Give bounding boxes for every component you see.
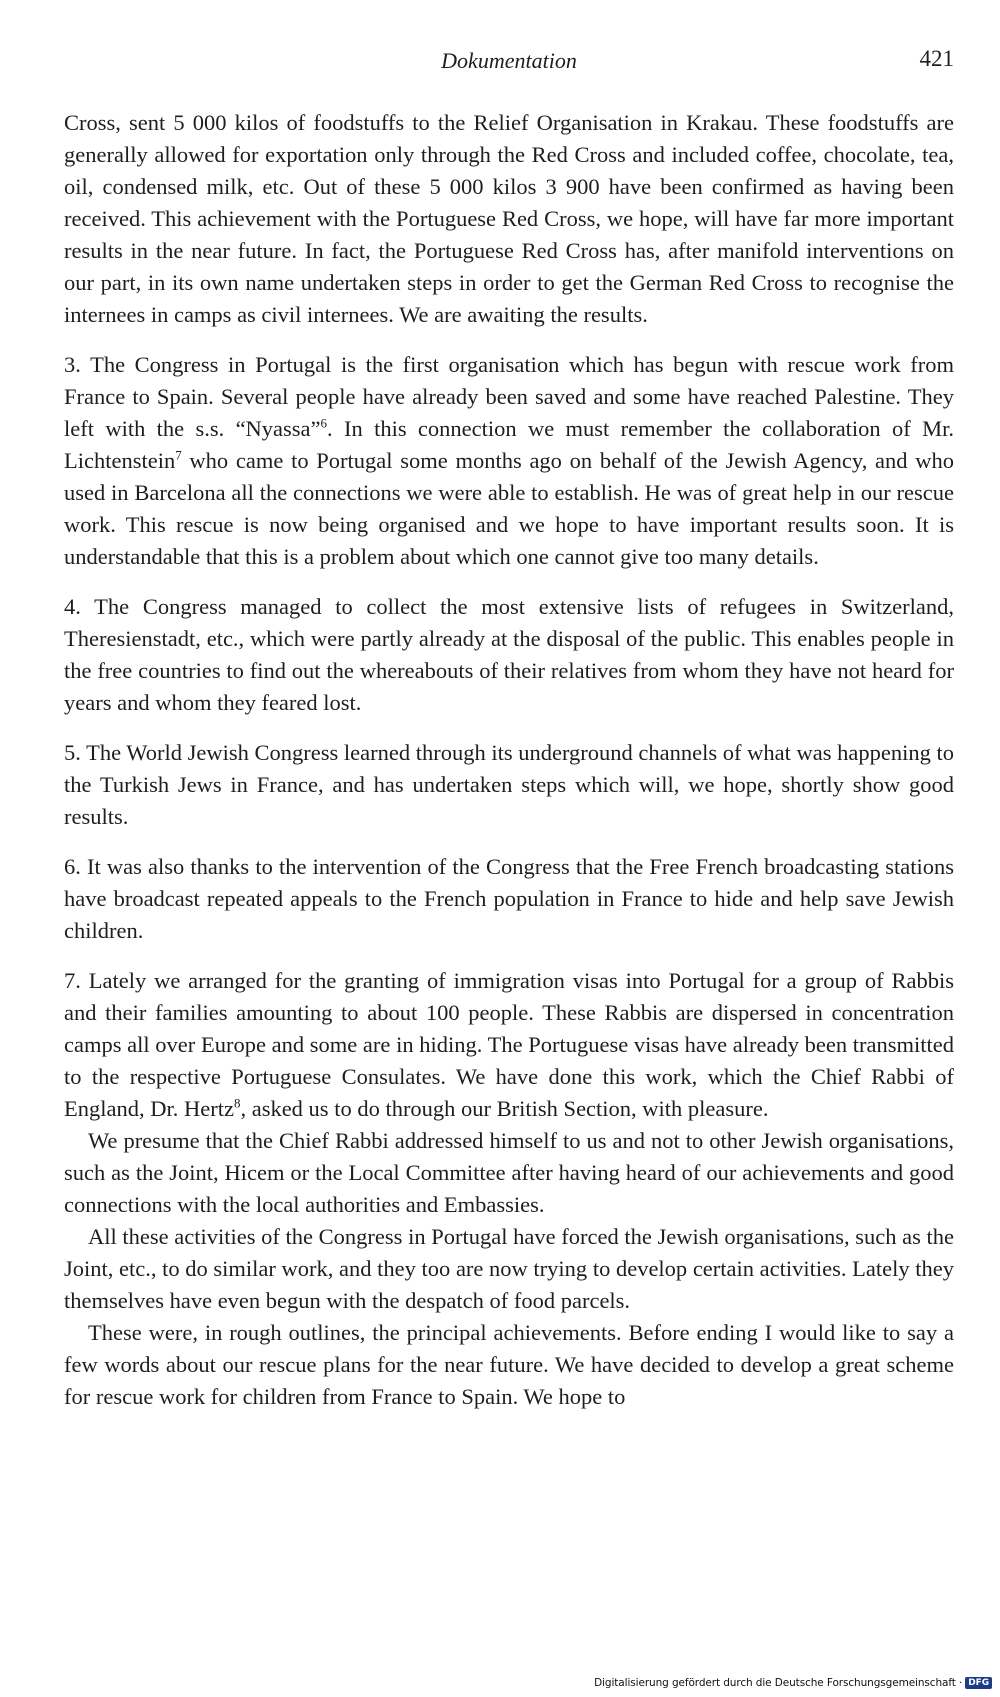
document-page <box>64 0 954 1697</box>
page-number: 421 <box>919 46 954 71</box>
paragraph-text: who came to Portugal some months ago on behalf of the Jewish Agency, and who used in Barcelona all the connections we were able to establish. He was of great help in our rescue work. This rescue is now being organised and we hope to have important results soon. It is understandable that this is a problem about which one cannot give too many details. <box>64 448 954 569</box>
paragraph-chief-rabbi <box>64 1125 954 1221</box>
paragraph-text: We presume that the Chief Rabbi addressed himself to us and not to other Jewish organisations, such as the Joint, Hicem or the Local Committee after having heard of our achievements and good connections with the local authorities and Embassies. <box>64 1128 954 1217</box>
paragraph-text: 7. Lately we arranged for the granting of immigration visas into Portugal for a group of Rabbis and their families amounting to about 100 people. These Rabbis are dispersed in concentration camps all over Europe and some are in hiding. The Portuguese visas have already been transmitted to the respective Portuguese Consulates. We have done this work, which the Chief Rabbi of England, Dr. Hertz <box>64 968 954 1121</box>
paragraph-text: 5. The World Jewish Congress learned through its underground channels of what was happening to the Turkish Jews in France, and has undertaken steps which will, we hope, shortly show good results. <box>64 740 954 829</box>
paragraph-rescue-plans <box>64 1317 954 1413</box>
paragraph-text: . In this connection we must remember the collaboration of Mr. Lichtenstein <box>64 416 954 473</box>
paragraph-text: 3. The Congress in Portugal is the first organisation which has begun with rescue work from France to Spain. Several people have already been saved and some have reached Palestine. They left with the s.s. “Nyassa” <box>64 352 954 441</box>
paragraph-text: 6. It was also thanks to the intervention of the Congress that the Free French broadcasting stations have broadcast repeated appeals to the French population in France to hide and help save Jewish children. <box>64 854 954 943</box>
footnote-ref: 6 <box>320 415 328 431</box>
paragraph-text: These were, in rough outlines, the principal achievements. Before ending I would like to say a few words about our rescue plans for the near future. We have decided to develop a great scheme for rescue work for children from France to Spain. We hope to <box>64 1320 954 1409</box>
digitization-credit <box>594 1675 992 1691</box>
paragraph-text: All these activities of the Congress in Portugal have forced the Jewish organisations, such as the Joint, etc., to do similar work, and they too are now trying to develop certain activities. Lately they themselves have even begun with the despatch of food parcels. <box>64 1224 954 1313</box>
footnote-ref: 8 <box>233 1095 241 1111</box>
paragraph-continuation <box>64 107 954 331</box>
credit-text: Digitalisierung gefördert durch die Deutsche Forschungsgemeinschaft · <box>594 1677 963 1689</box>
footnote-ref: 7 <box>175 447 182 463</box>
running-title: Dokumentation <box>441 48 577 73</box>
paragraph-item-5 <box>64 737 954 833</box>
paragraph-text: , asked us to do through our British Section, with pleasure. <box>240 1096 769 1121</box>
paragraph-activities <box>64 1221 954 1317</box>
paragraph-text: Cross, sent 5 000 kilos of foodstuffs to the Relief Organisation in Krakau. These foodstuffs are generally allowed for exportation only through the Red Cross and included coffee, chocolate, tea, oil, condensed milk, etc. Out of these 5 000 kilos 3 900 have been confirmed as having been received. This achievement with the Portuguese Red Cross, we hope, will have far more important results in the near future. In fact, the Portuguese Red Cross has, after manifold interventions on our part, in its own name undertaken steps in order to get the German Red Cross to recognise the internees in camps as civil internees. We are awaiting the results. <box>64 110 954 327</box>
paragraph-item-4 <box>64 591 954 719</box>
running-head <box>64 46 954 78</box>
dfg-logo: DFG <box>965 1677 992 1689</box>
body-text <box>64 107 954 1413</box>
paragraph-item-6 <box>64 851 954 947</box>
paragraph-item-3 <box>64 349 954 573</box>
paragraph-text: 4. The Congress managed to collect the most extensive lists of refugees in Switzerland, Theresienstadt, etc., which were partly already at the disposal of the public. This enables people in the free countries to find out the whereabouts of their relatives from whom they have not heard for years and whom they feared lost. <box>64 594 954 715</box>
paragraph-item-7 <box>64 965 954 1125</box>
